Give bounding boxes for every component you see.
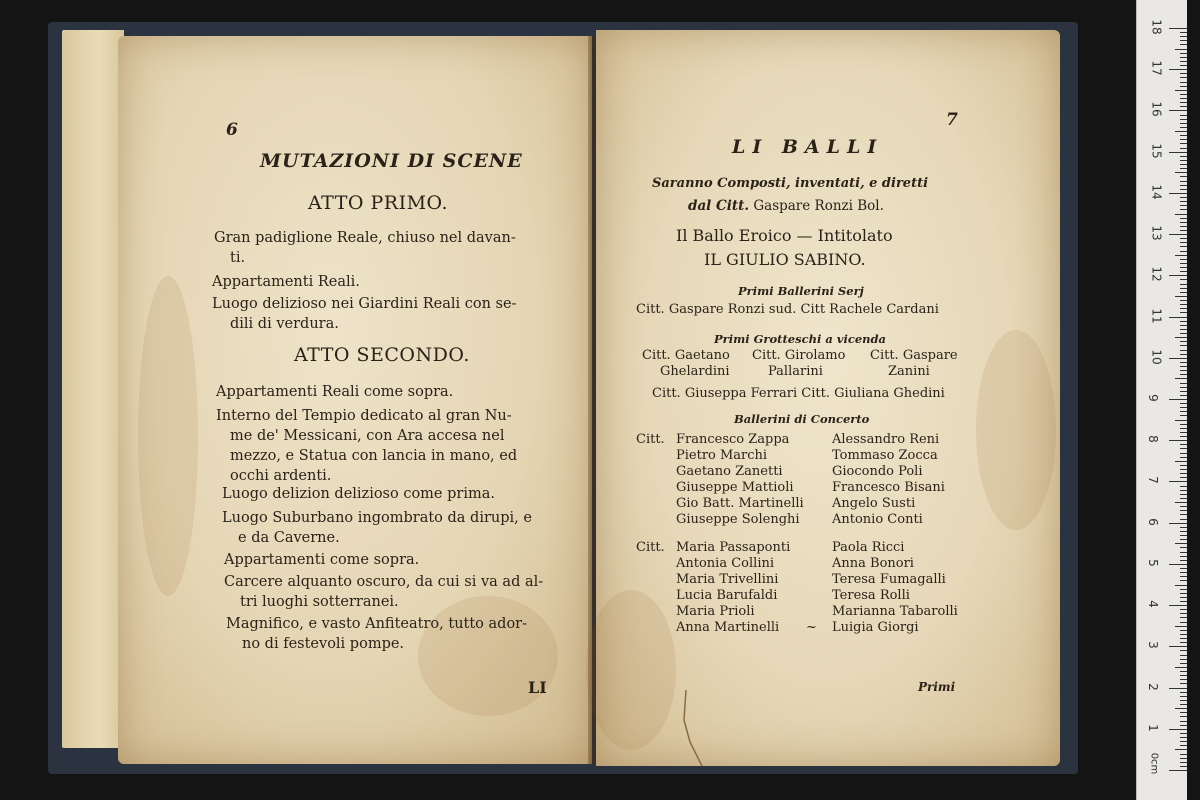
- dancer-name: Alessandro Reni: [832, 432, 940, 447]
- dancer-name: Gaetano Zanetti: [676, 464, 783, 479]
- ruler-tick: [1180, 115, 1187, 116]
- ruler-tick: [1180, 424, 1187, 425]
- ruler-tick: [1180, 733, 1187, 734]
- ruler-tick: [1180, 556, 1187, 557]
- dancer-name: Citt. Girolamo: [752, 348, 846, 363]
- ruler-tick: [1180, 350, 1187, 351]
- ruler-tick: [1175, 172, 1187, 173]
- ruler-tick: [1180, 209, 1187, 210]
- dancer-name: Giuseppe Mattioli: [676, 480, 794, 495]
- ruler-tick: [1180, 391, 1187, 392]
- ruler-tick: [1169, 275, 1187, 276]
- scene-line: Magnifico, e vasto Anfiteatro, tutto ador-: [226, 616, 528, 632]
- ruler-tick: [1180, 98, 1187, 99]
- ruler-tick: [1169, 523, 1187, 524]
- ruler-tick: [1180, 123, 1187, 124]
- section-heading: Ballerini di Concerto: [734, 412, 870, 426]
- dancer-name: Tommaso Zocca: [832, 448, 938, 463]
- ruler-tick: [1180, 490, 1187, 491]
- dancer-name: Pallarini: [768, 364, 823, 379]
- ruler-tick: [1180, 205, 1187, 206]
- paper-stain: [138, 276, 198, 596]
- ruler-tick: [1180, 700, 1187, 701]
- ruler-tick: [1180, 506, 1187, 507]
- ruler-tick: [1180, 230, 1187, 231]
- ruler-tick: [1180, 725, 1187, 726]
- scene-line: no di festevoli pompe.: [242, 636, 405, 652]
- ruler-tick: [1180, 57, 1187, 58]
- ruler-tick: [1180, 143, 1187, 144]
- ruler-tick: [1169, 770, 1187, 771]
- act-heading: ATTO PRIMO.: [308, 192, 449, 214]
- ruler-tick: [1180, 465, 1187, 466]
- ruler-tick: [1180, 650, 1187, 651]
- ruler-tick: [1180, 176, 1187, 177]
- dancer-name: Angelo Susti: [832, 496, 916, 511]
- catchword: Primi: [918, 680, 956, 694]
- ruler-tick: [1169, 234, 1187, 235]
- ruler-tick: [1180, 61, 1187, 62]
- ruler-tick: [1180, 156, 1187, 157]
- ruler-tick: [1180, 284, 1187, 285]
- ruler-number: 4: [1145, 600, 1160, 608]
- dancer-name: Antonio Conti: [832, 512, 923, 527]
- ruler-number: 7: [1145, 476, 1160, 485]
- ruler-tick: [1180, 65, 1187, 66]
- ruler-number: 9: [1145, 394, 1160, 402]
- dancer-name: Ghelardini: [660, 364, 730, 379]
- ruler-tick: [1175, 502, 1187, 503]
- dancer-name: Marianna Tabarolli: [832, 604, 958, 619]
- scene-line: Appartamenti Reali come sopra.: [216, 384, 454, 400]
- choreographer-name: Gaspare Ronzi Bol.: [753, 198, 884, 214]
- scene-line: Luogo delizion delizioso come prima.: [222, 486, 495, 502]
- ruler-tick: [1180, 304, 1187, 305]
- ballo-title: IL GIULIO SABINO.: [704, 250, 866, 269]
- ruler-tick: [1180, 535, 1187, 536]
- ruler-tick: [1175, 420, 1187, 421]
- ruler-tick: [1180, 642, 1187, 643]
- ruler-tick: [1169, 688, 1187, 689]
- ruler-tick: [1180, 36, 1187, 37]
- page-number: 6: [226, 120, 238, 140]
- ruler-tick: [1180, 189, 1187, 190]
- dancer-name: Maria Prioli: [676, 604, 755, 619]
- ruler-tick: [1180, 754, 1187, 755]
- ruler-tick: [1180, 448, 1187, 449]
- ruler-tick: [1180, 638, 1187, 639]
- ruler-tick: [1180, 312, 1187, 313]
- dancer-name: Francesco Zappa: [676, 432, 790, 447]
- ruler-tick: [1180, 589, 1187, 590]
- ruler-tick: [1180, 185, 1187, 186]
- ruler-tick: [1180, 119, 1187, 120]
- ruler-tick: [1180, 617, 1187, 618]
- ruler-tick: [1169, 729, 1187, 730]
- ruler-tick: [1180, 403, 1187, 404]
- dancer-name: Maria Trivellini: [676, 572, 779, 587]
- dancer-name: Teresa Rolli: [832, 588, 910, 603]
- ruler-tick: [1180, 222, 1187, 223]
- ruler-tick: [1180, 407, 1187, 408]
- ruler-tick: [1175, 667, 1187, 668]
- ruler-tick: [1180, 300, 1187, 301]
- ruler-tick: [1180, 659, 1187, 660]
- ruler-tick: [1180, 308, 1187, 309]
- paper-stain: [976, 330, 1056, 530]
- ruler-tick: [1180, 246, 1187, 247]
- ruler-tick: [1180, 552, 1187, 553]
- ruler-tick: [1169, 69, 1187, 70]
- citt-prefix: Citt.: [636, 540, 665, 555]
- ruler-tick: [1180, 201, 1187, 202]
- section-heading: Primi Ballerini Serj: [738, 284, 864, 298]
- ruler-tick: [1175, 296, 1187, 297]
- page-title: MUTAZIONI DI SCENE: [260, 150, 523, 172]
- ruler-tick: [1180, 539, 1187, 540]
- dancer-name: Anna Bonori: [832, 556, 914, 571]
- ruler-tick: [1169, 193, 1187, 194]
- ruler-tick: [1180, 32, 1187, 33]
- ruler-tick: [1180, 432, 1187, 433]
- ruler-tick: [1180, 181, 1187, 182]
- dancer-name: Teresa Fumagalli: [832, 572, 946, 587]
- ruler-tick: [1180, 766, 1187, 767]
- ruler-tick: [1175, 585, 1187, 586]
- ruler-tick: [1175, 255, 1187, 256]
- ruler-tick: [1180, 601, 1187, 602]
- ruler-tick: [1180, 259, 1187, 260]
- page-title: LI BALLI: [732, 136, 884, 158]
- ruler-tick: [1180, 329, 1187, 330]
- ruler-number: 11: [1149, 307, 1164, 324]
- ruler-tick: [1180, 267, 1187, 268]
- ruler-tick: [1169, 358, 1187, 359]
- ruler-tick: [1180, 692, 1187, 693]
- ruler-tick: [1180, 354, 1187, 355]
- ruler-tick: [1180, 288, 1187, 289]
- dancer-name: Paola Ricci: [832, 540, 905, 555]
- flyleaf: [62, 30, 124, 748]
- ballo-line: Il Ballo Eroico — Intitolato: [676, 226, 893, 245]
- ruler-tick: [1180, 102, 1187, 103]
- section-heading: Primi Grotteschi a vicenda: [714, 332, 886, 346]
- ruler-tick: [1180, 469, 1187, 470]
- page-number: 7: [946, 110, 958, 130]
- scene-line: occhi ardenti.: [230, 468, 332, 484]
- ruler-number: 8: [1145, 435, 1160, 444]
- ruler-tick: [1180, 333, 1187, 334]
- ruler-tick: [1169, 399, 1187, 400]
- scene-line: Appartamenti come sopra.: [224, 552, 420, 568]
- ruler-tick: [1180, 44, 1187, 45]
- citt-prefix: Citt.: [636, 432, 665, 447]
- ruler-tick: [1180, 238, 1187, 239]
- ruler-tick: [1180, 362, 1187, 363]
- dancer-name: Zanini: [888, 364, 930, 379]
- ruler-tick: [1169, 440, 1187, 441]
- ruler-tick: [1180, 218, 1187, 219]
- scene-line: Interno del Tempio dedicato al gran Nu-: [216, 408, 512, 424]
- ruler-tick: [1180, 712, 1187, 713]
- ruler-tick: [1180, 510, 1187, 511]
- ruler-tick: [1169, 564, 1187, 565]
- ruler-tick: [1175, 378, 1187, 379]
- ruler-tick: [1180, 73, 1187, 74]
- ruler-tick: [1180, 428, 1187, 429]
- ruler-tick: [1180, 663, 1187, 664]
- ruler-tick: [1180, 486, 1187, 487]
- ruler-tick: [1175, 214, 1187, 215]
- ruler-tick: [1180, 325, 1187, 326]
- ruler-tick: [1180, 560, 1187, 561]
- dancer-line: Citt. Gaspare Ronzi sud. Citt Rachele Cardani: [636, 302, 939, 317]
- paper-stain: [586, 590, 676, 750]
- dancer-name: Antonia Collini: [676, 556, 775, 571]
- ruler-tick: [1180, 263, 1187, 264]
- ruler-number: 6: [1145, 517, 1160, 526]
- ruler-tick: [1169, 152, 1187, 153]
- ruler-tick: [1180, 655, 1187, 656]
- measurement-ruler: [1136, 0, 1187, 800]
- dancer-name: Giocondo Poli: [832, 464, 923, 479]
- scene-line: ti.: [230, 250, 246, 266]
- ruler-tick: [1169, 110, 1187, 111]
- dancer-name: Anna Martinelli: [676, 620, 780, 635]
- ruler-tick: [1180, 716, 1187, 717]
- dancer-name: Citt. Gaspare: [870, 348, 958, 363]
- ruler-number: 0cm: [1148, 752, 1160, 775]
- ruler-tick: [1180, 345, 1187, 346]
- ruler-tick: [1180, 387, 1187, 388]
- ruler-tick: [1180, 321, 1187, 322]
- ruler-tick: [1180, 568, 1187, 569]
- ruler-tick: [1180, 593, 1187, 594]
- ruler-number: 10: [1149, 349, 1164, 365]
- dancer-line: Citt. Giuseppa Ferrari Citt. Giuliana Ghedini: [652, 386, 945, 401]
- ruler-tick: [1175, 626, 1187, 627]
- ruler-tick: [1180, 94, 1187, 95]
- ruler-tick: [1180, 671, 1187, 672]
- ruler-tick: [1180, 366, 1187, 367]
- ruler-tick: [1180, 762, 1187, 763]
- ruler-tick: [1180, 148, 1187, 149]
- ruler-tick: [1180, 519, 1187, 520]
- ruler-number: 18: [1149, 19, 1164, 35]
- paper-stain: [418, 596, 558, 716]
- dancer-name: Citt. Gaetano: [642, 348, 730, 363]
- act-heading: ATTO SECONDO.: [294, 344, 470, 366]
- ruler-number: 5: [1145, 559, 1160, 567]
- ruler-tick: [1180, 77, 1187, 78]
- ruler-tick: [1180, 160, 1187, 161]
- ruler-tick: [1180, 696, 1187, 697]
- scene-line: mezzo, e Statua con lancia in mano, ed: [230, 448, 518, 464]
- signature-mark: LI: [528, 678, 547, 697]
- dancer-name: Giuseppe Solenghi: [676, 512, 800, 527]
- dancer-name: Luigia Giorgi: [832, 620, 919, 635]
- ruler-tick: [1169, 605, 1187, 606]
- ruler-tick: [1180, 436, 1187, 437]
- ruler-tick: [1169, 481, 1187, 482]
- ruler-tick: [1175, 337, 1187, 338]
- ruler-tick: [1175, 49, 1187, 50]
- paper-crack: [676, 690, 716, 770]
- ruler-tick: [1180, 53, 1187, 54]
- scene-line: Luogo Suburbano ingombrato da dirupi, e: [222, 510, 532, 526]
- dash-mark: ~: [806, 620, 817, 635]
- ruler-tick: [1180, 383, 1187, 384]
- dancer-name: Lucia Barufaldi: [676, 588, 778, 603]
- ruler-tick: [1180, 609, 1187, 610]
- ruler-tick: [1180, 613, 1187, 614]
- credit-line: [688, 198, 884, 214]
- dancer-name: Gio Batt. Martinelli: [676, 496, 804, 511]
- ruler-tick: [1180, 86, 1187, 87]
- right-page: [596, 30, 1060, 766]
- ruler-tick: [1180, 242, 1187, 243]
- ruler-tick: [1175, 708, 1187, 709]
- ruler-tick: [1169, 28, 1187, 29]
- ruler-tick: [1180, 527, 1187, 528]
- ruler-number: 12: [1149, 266, 1164, 282]
- ruler-tick: [1180, 82, 1187, 83]
- dancer-name: Pietro Marchi: [676, 448, 768, 463]
- ruler-tick: [1180, 494, 1187, 495]
- scene-line: me de' Messicani, con Ara accesa nel: [230, 428, 505, 444]
- scene-line: Carcere alquanto oscuro, da cui si va ad al-: [224, 574, 544, 590]
- scene-line: Luogo delizioso nei Giardini Reali con se-: [212, 296, 517, 312]
- ruler-tick: [1180, 745, 1187, 746]
- ruler-number: 2: [1145, 682, 1160, 691]
- ruler-tick: [1180, 514, 1187, 515]
- ruler-tick: [1180, 531, 1187, 532]
- dancer-name: Maria Passaponti: [676, 540, 791, 555]
- ruler-tick: [1180, 477, 1187, 478]
- ruler-tick: [1180, 411, 1187, 412]
- ruler-tick: [1180, 597, 1187, 598]
- ruler-number: 14: [1149, 184, 1164, 200]
- ruler-tick: [1180, 415, 1187, 416]
- ruler-tick: [1180, 580, 1187, 581]
- ruler-tick: [1180, 40, 1187, 41]
- ruler-tick: [1175, 461, 1187, 462]
- ruler-number: 13: [1149, 225, 1164, 241]
- ruler-number: 3: [1145, 641, 1160, 650]
- ruler-tick: [1180, 634, 1187, 635]
- ruler-tick: [1180, 547, 1187, 548]
- left-page: [118, 36, 592, 764]
- ruler-tick: [1180, 341, 1187, 342]
- ruler-tick: [1180, 226, 1187, 227]
- scene-line: dili di verdura.: [230, 316, 339, 332]
- ruler-tick: [1180, 473, 1187, 474]
- ruler-tick: [1180, 197, 1187, 198]
- ruler-tick: [1180, 106, 1187, 107]
- ruler-tick: [1169, 317, 1187, 318]
- ruler-number: 17: [1149, 60, 1164, 76]
- ruler-tick: [1180, 683, 1187, 684]
- ruler-tick: [1175, 90, 1187, 91]
- ruler-tick: [1180, 168, 1187, 169]
- ruler-tick: [1175, 131, 1187, 132]
- ruler-tick: [1180, 741, 1187, 742]
- ruler-tick: [1180, 251, 1187, 252]
- ruler-tick: [1180, 395, 1187, 396]
- ruler-tick: [1180, 675, 1187, 676]
- ruler-number: 15: [1149, 143, 1164, 159]
- ruler-number: 1: [1145, 723, 1160, 732]
- ruler-tick: [1180, 721, 1187, 722]
- ruler-tick: [1180, 630, 1187, 631]
- ruler-tick: [1169, 646, 1187, 647]
- ruler-tick: [1180, 704, 1187, 705]
- ruler-tick: [1180, 576, 1187, 577]
- ruler-tick: [1180, 271, 1187, 272]
- ruler-tick: [1180, 292, 1187, 293]
- dancer-name: Francesco Bisani: [832, 480, 945, 495]
- scene-line: Gran padiglione Reale, chiuso nel davan-: [214, 230, 516, 246]
- ruler-tick: [1180, 457, 1187, 458]
- ruler-tick: [1175, 749, 1187, 750]
- ruler-tick: [1180, 279, 1187, 280]
- ruler-tick: [1180, 370, 1187, 371]
- ruler-tick: [1175, 543, 1187, 544]
- scene-line: tri luoghi sotterranei.: [240, 594, 399, 610]
- ruler-tick: [1180, 737, 1187, 738]
- credit-line: Saranno Composti, inventati, e diretti: [652, 176, 929, 191]
- ruler-tick: [1180, 127, 1187, 128]
- scene-line: e da Caverne.: [238, 530, 340, 546]
- ruler-tick: [1180, 444, 1187, 445]
- ruler-tick: [1180, 135, 1187, 136]
- ruler-tick: [1180, 453, 1187, 454]
- scene-line: Appartamenti Reali.: [212, 274, 360, 290]
- ruler-tick: [1180, 622, 1187, 623]
- ruler-tick: [1180, 679, 1187, 680]
- ruler-tick: [1180, 758, 1187, 759]
- ruler-tick: [1180, 164, 1187, 165]
- credit-prefix: dal Citt.: [688, 198, 750, 214]
- ruler-number: 16: [1149, 101, 1164, 118]
- ruler-tick: [1180, 498, 1187, 499]
- ruler-tick: [1180, 572, 1187, 573]
- ruler-tick: [1180, 139, 1187, 140]
- ruler-tick: [1180, 374, 1187, 375]
